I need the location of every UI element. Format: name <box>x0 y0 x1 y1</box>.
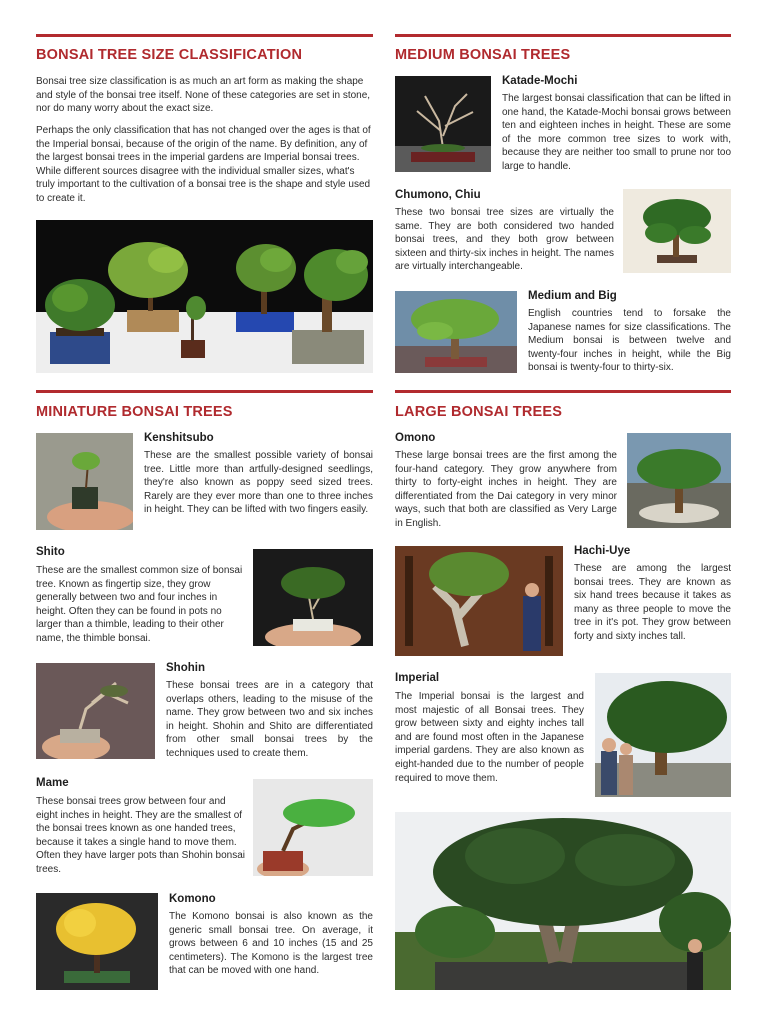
kenshitsubo-text: These are the smallest possible variety of bonsai tree. Little more than artfully-designed seedlings, they're also known as poppy seed sized trees. Rarely are they ever more than one to three inches in height. They can be lifted with two fingers easily. <box>144 450 373 516</box>
shito-heading: Shito <box>36 546 65 558</box>
intro-paragraph: Bonsai tree size classification is as much an art form as making the shape and style of the bonsai tree itself. None of these categories are set in stone, nor do many worry about the exact size. <box>36 76 371 115</box>
medium-and-big-text: English countries tend to forsake the Japanese names for size classifications. The Medium bonsai is between twelve and twenty-four inches in height, while the Big bonsai is twenty-four to thirty-six. <box>528 308 731 374</box>
section-rule <box>36 34 373 37</box>
shito-text: These are the smallest common size of bonsai tree. Known as fingertip size, they grow generally between two and four inches in height. Often they can be found in pots no larger than a thimble, leading to their other name, the thimble bonsai. <box>36 565 243 644</box>
omono-text: These large bonsai trees are the first among the four-hand category. They grow anywhere from thirty to forty-eight inches in height. They are differentiated from the Dai category in very minor ways, such that both are classified as Very Large in English. <box>395 450 617 529</box>
katade-mochi-text: The largest bonsai classification that can be lifted in one hand, the Katade-Mochi bonsai grows between ten and eighteen inches in height. These are some of the more common tree sizes to work with, because they are neither too small to prune nor too large to handle. <box>502 93 731 172</box>
section-title-large: LARGE BONSAI TREES <box>395 404 563 420</box>
omono-photo <box>627 433 731 528</box>
kenshitsubo-photo <box>36 433 133 530</box>
section-rule <box>36 390 373 393</box>
imperial-photo <box>595 673 731 797</box>
katade-mochi-photo <box>395 76 491 172</box>
imperial-origin-paragraph: Perhaps the only classification that has not changed over the ages is that of the Imperial bonsai, because of the origin of the name. By definition, any of the largest bonsai trees in the imperial gardens are Imperial bonsai trees. While different sources disagree with the individual smaller sizes, what's truly important to the cultivation of a bonsai tree is the shape and style used to create it. <box>36 125 371 204</box>
shohin-photo <box>36 663 155 759</box>
imperial-heading: Imperial <box>395 672 440 684</box>
section-rule <box>395 390 731 393</box>
mame-heading: Mame <box>36 777 69 789</box>
mame-text: These bonsai trees grow between four and eight inches in height. They are the smallest of the bonsai trees known as one handed trees, because it takes a single hand to move them. Often they have larger pots than Shohin bonsai trees. <box>36 796 246 875</box>
chumono-text: These two bonsai tree sizes are virtually the same. They are both considered two handed bonsai trees, and they both grow between sixteen and thirty-six inches in height. The names are virtually interchangeable. <box>395 207 614 273</box>
section-title-medium: MEDIUM BONSAI TREES <box>395 47 571 63</box>
bonsai-group-photo <box>36 220 373 373</box>
hachi-uye-photo <box>395 546 563 656</box>
katade-mochi-heading: Katade-Mochi <box>502 75 578 87</box>
komono-heading: Komono <box>169 893 216 905</box>
section-rule <box>395 34 731 37</box>
medium-and-big-photo <box>395 291 517 373</box>
imperial-text: The Imperial bonsai is the largest and most majestic of all Bonsai trees. They grow between sixty and eighty inches tall and are found most often in the Japanese imperial gardens. They are also known as eight-handed due to the number of people required to move them. <box>395 691 584 784</box>
shohin-heading: Shohin <box>166 662 205 674</box>
komono-text: The Komono bonsai is also known as the generic small bonsai tree. On average, it grows between 6 and 10 inches (15 and 25 centimeters). The Komono is the largest tree that can be moved with one hand. <box>169 911 373 977</box>
medium-and-big-heading: Medium and Big <box>528 290 617 302</box>
shohin-text: These bonsai trees are in a category that overlaps others, leading to the misuse of the name. They grow between two and six inches in height. Shohin and Shito are differentiated from other small bonsai trees by the techniques used to create them. <box>166 680 373 759</box>
chumono-heading: Chumono, Chiu <box>395 189 481 201</box>
imperial-large-photo <box>395 812 731 990</box>
section-title-miniature: MINIATURE BONSAI TREES <box>36 404 233 420</box>
shito-photo <box>253 549 373 646</box>
omono-heading: Omono <box>395 432 436 444</box>
komono-photo <box>36 893 158 990</box>
chumono-photo <box>623 189 731 273</box>
mame-photo <box>253 779 373 876</box>
kenshitsubo-heading: Kenshitsubo <box>144 432 214 444</box>
hachi-uye-text: These are among the largest bonsai trees. They are known as six hand trees because it takes as many as three people to move the tree in it's pot. They grow between forty and sixty inches tall. <box>574 563 731 642</box>
hachi-uye-heading: Hachi-Uye <box>574 545 631 557</box>
section-title-size-classification: BONSAI TREE SIZE CLASSIFICATION <box>36 47 303 63</box>
